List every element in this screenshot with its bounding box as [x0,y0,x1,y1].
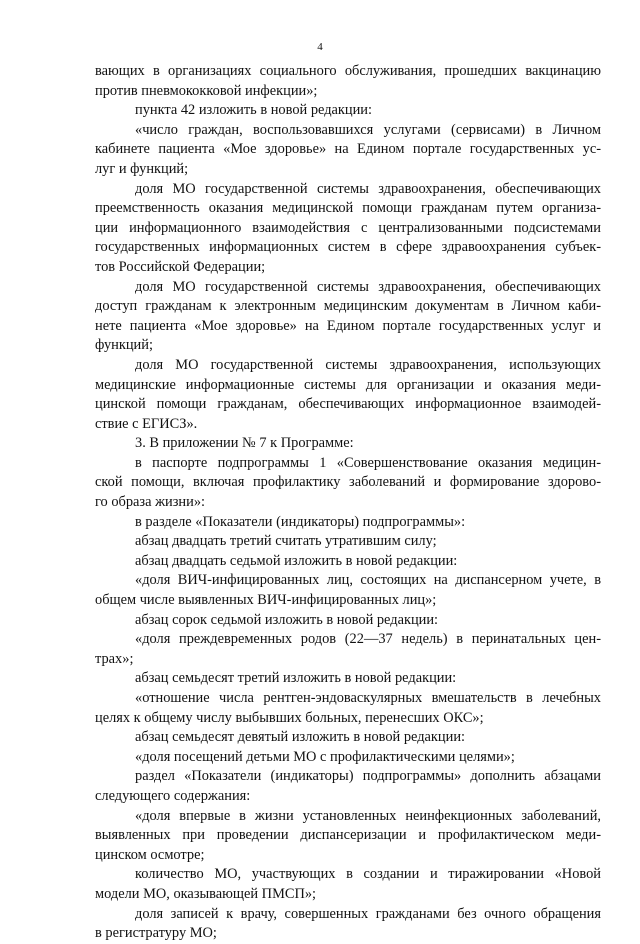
text-line: «доля впервые в жизни установленных неинфекционных заболеваний, [135,807,601,824]
text-line: раздел «Показатели (индикаторы) подпрограммы» дополнить абзацами [135,768,601,785]
text-line: против пневмококковой инфекции»; [95,82,318,99]
text-line: целях к общему числу выбывших больных, перенесших ОКС»; [95,709,484,726]
text-line: абзац семьдесят третий изложить в новой редакции: [135,670,457,687]
text-line: следующего содержания: [95,787,251,804]
text-line: модели МО, оказывающей ПМСП»; [95,885,317,902]
text-line: луг и функций; [95,160,189,177]
text-line: «доля ВИЧ-инфицированных лиц, состоящих на диспансерном учете, в [135,572,601,589]
text-line: кабинете пациента «Мое здоровье» на Едином портале государственных ус- [95,141,601,158]
text-line: цинском осмотре; [95,846,205,863]
text-line: количество МО, участвующих в создании и тиражировании «Новой [135,866,601,883]
text-line: 3. В приложении № 7 к Программе: [135,435,354,452]
text-line: ствие с ЕГИСЗ». [95,415,198,432]
text-line: в разделе «Показатели (индикаторы) подпрограммы»: [135,513,466,530]
text-line: функций; [95,337,153,354]
page-number: 4 [317,41,323,53]
text-line: «отношение числа рентген-эндоваскулярных вмешательств в лечебных [135,690,601,706]
text-line: абзац семьдесят девятый изложить в новой редакции: [135,729,466,746]
text-line: общем числе выявленных ВИЧ-инфицированных лиц»; [95,592,437,609]
text-line: абзац двадцать третий считать утратившим силу; [135,533,437,550]
text-line: абзац двадцать седьмой изложить в новой редакции: [135,552,458,569]
text-line: тов Российской Федерации; [95,258,266,275]
text-line: «число граждан, воспользовавшихся услугами (сервисами) в Личном [135,121,601,138]
text-line: доля МО государственной системы здравоохранения, использующих [135,356,601,373]
text-line: доступ гражданам к электронным медицинским документам в Личном каби- [95,298,601,315]
text-line: в паспорте подпрограммы 1 «Совершенствование оказания медицин- [135,454,601,471]
document-body-text [95,62,601,944]
text-line: абзац сорок седьмой изложить в новой редакции: [135,611,439,628]
text-line: ской помощи, включая профилактику заболеваний и формирование здорово- [95,474,601,491]
text-line: выявленных при проведении диспансеризации и профилактическом меди- [95,827,601,844]
text-line: медицинские информационные системы для организации и оказания меди- [95,376,601,393]
text-line: пункта 42 изложить в новой редакции: [135,102,373,119]
text-line: трах»; [95,650,134,667]
text-line: вающих в организациях социального обслуживания, прошедших вакцинацию [95,63,601,79]
text-line: нете пациента «Мое здоровье» на Едином портале государственных услуг и [95,317,601,334]
text-line: го образа жизни»: [95,494,206,511]
text-line: доля МО государственной системы здравоохранения, обеспечивающих [135,180,601,197]
text-line: в регистратуру МО; [95,925,217,942]
text-line: преемственность оказания медицинской помощи гражданам путем организа- [95,200,601,217]
text-line: «доля преждевременных родов (22—37 недель) в перинатальных цен- [135,631,601,648]
text-line: ции информационного взаимодействия с централизованными подсистемами [95,219,601,236]
text-line: государственных информационных систем в сфере здравоохранения субъек- [95,239,601,256]
text-line: доля записей к врачу, совершенных гражданами без очного обращения [135,905,601,922]
text-line: доля МО государственной системы здравоохранения, обеспечивающих [135,278,601,295]
text-line: «доля посещений детьми МО с профилактическими целями»; [135,748,515,765]
text-line: цинской помощи гражданам, обеспечивающих информационное взаимодей- [95,396,601,413]
